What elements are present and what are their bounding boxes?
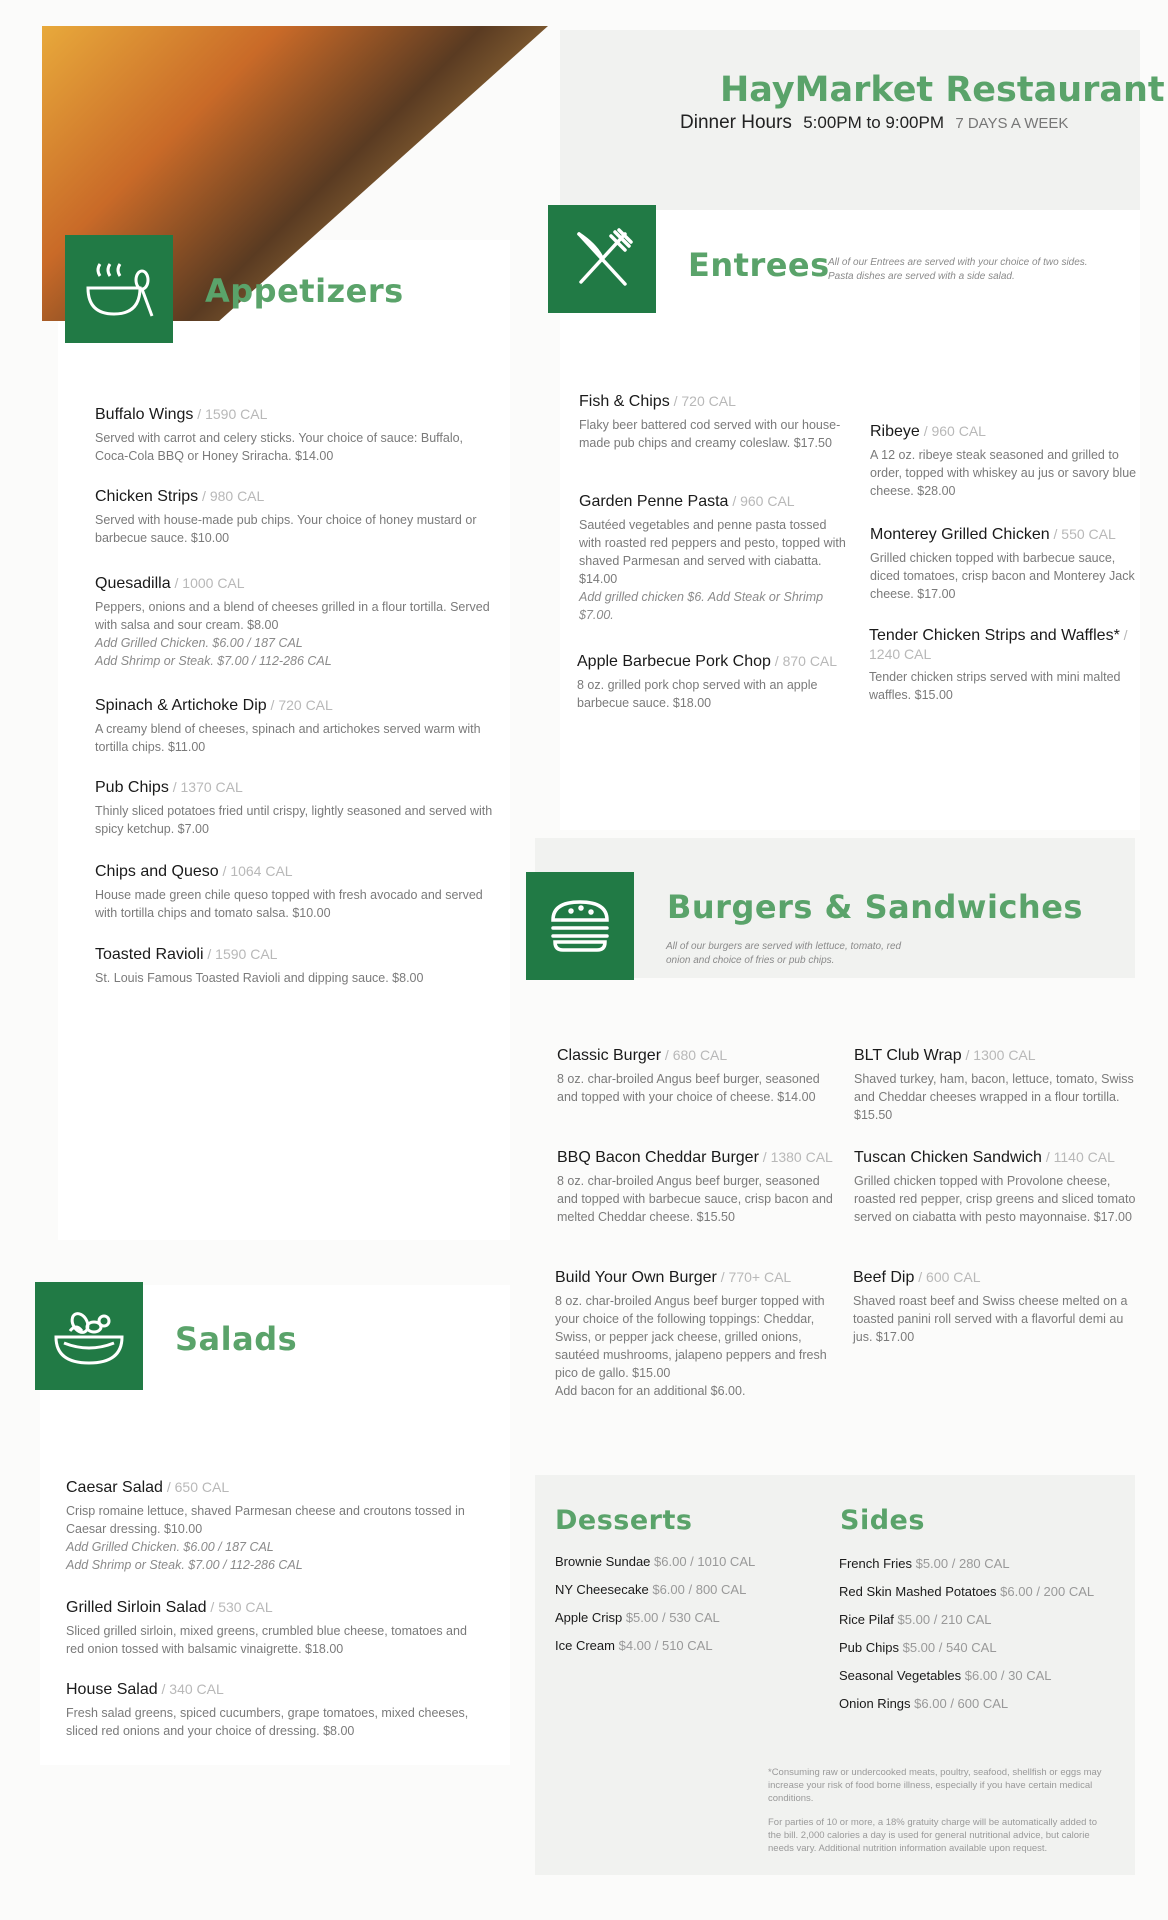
menu-item: Grilled Sirloin Salad / 530 CAL Sliced grilled sirloin, mixed greens, crumbled blue cheese, tomatoes and red onion tossed with balsamic vinaigrette. $18.00 [66, 1598, 476, 1658]
item-price: $5.00 / 540 CAL [902, 1640, 997, 1655]
burger-icon [547, 896, 613, 956]
item-cal: 1590 CAL [215, 946, 278, 962]
item-cal: 650 CAL [174, 1479, 230, 1495]
item-name: Pub Chips [95, 779, 169, 796]
menu-item: Tuscan Chicken Sandwich / 1140 CAL Grilled chicken topped with Provolone cheese, roasted red pepper, crisp greens and sliced tomato served on ciabatta with pesto mayonnaise. $17.00 [854, 1148, 1139, 1226]
item-name: Quesadilla [95, 575, 171, 592]
item-desc: Shaved roast beef and Swiss cheese melted on a toasted panini roll served with a flavorful demi au jus. $17.00 [853, 1294, 1128, 1344]
item-cal: 530 CAL [218, 1599, 273, 1615]
list-item [555, 1548, 805, 1576]
item-name: French Fries [839, 1556, 912, 1571]
item-desc: Grilled chicken topped with barbecue sauce, diced tomatoes, crisp bacon and Monterey Jack cheese. $17.00 [870, 551, 1135, 601]
menu-item: BLT Club Wrap / 1300 CAL Shaved turkey, ham, bacon, lettuce, tomato, Swiss and Cheddar cheeses wrapped in a flour tortilla. $15.50 [854, 1046, 1139, 1124]
item-name: Ice Cream [555, 1638, 615, 1653]
item-name: Monterey Grilled Chicken [870, 526, 1050, 543]
item-desc: St. Louis Famous Toasted Ravioli and dipping sauce. $8.00 [95, 971, 424, 985]
hours-days: 7 DAYS A WEEK [955, 115, 1069, 132]
item-price: $6.00 / 30 CAL [964, 1668, 1052, 1683]
list-item [839, 1690, 1129, 1718]
list-item [839, 1662, 1129, 1690]
salads-icon-box [35, 1282, 143, 1390]
item-addon: Add Shrimp or Steak. $7.00 / 112-286 CAL [66, 1558, 303, 1572]
item-price: $5.00 / 280 CAL [915, 1556, 1010, 1571]
item-price: $6.00 / 1010 CAL [654, 1554, 756, 1569]
item-name: Toasted Ravioli [95, 946, 204, 963]
item-desc: Peppers, onions and a blend of cheeses grilled in a flour tortilla. Served with salsa and sour cream. $8.00 [95, 600, 490, 632]
gratuity-notice: For parties of 10 or more, a 18% gratuity charge will be automatically added to the bill. 2,000 calories a day is used for general nutritional advice, but calorie needs vary. Additional nutrition information available upon request. [768, 1817, 1097, 1854]
item-cal: 340 CAL [169, 1681, 224, 1697]
item-name: Apple Barbecue Pork Chop [577, 653, 771, 670]
menu-item: Tender Chicken Strips and Waffles* / 1240 CAL Tender chicken strips served with mini malted waffles. $15.00 [869, 627, 1128, 702]
item-cal: 1300 CAL [973, 1047, 1036, 1063]
item-name: Ribeye [870, 423, 920, 440]
menu-item: Beef Dip / 600 CAL Shaved roast beef and Swiss cheese melted on a toasted panini roll served with a flavorful demi au jus. $17.00 [853, 1268, 1138, 1346]
item-desc: Thinly sliced potatoes fried until crispy, lightly seasoned and served with spicy ketchup. $7.00 [95, 804, 493, 836]
item-cal: 720 CAL [681, 393, 736, 409]
restaurant-name: HayMarket Restaurant [720, 70, 1165, 110]
item-cal: 600 CAL [926, 1269, 981, 1285]
item-name: Red Skin Mashed Potatoes [839, 1584, 997, 1599]
item-desc: Tender chicken strips served with mini malted waffles. $15.00 [869, 670, 1121, 702]
item-price: $6.00 / 600 CAL [914, 1696, 1009, 1711]
item-cal: 960 CAL [931, 423, 986, 439]
burgers-icon-box [526, 872, 634, 980]
sides-list [839, 1550, 1129, 1718]
item-name: Classic Burger [557, 1047, 662, 1064]
item-desc: Served with carrot and celery sticks. Your choice of sauce: Buffalo, Coca-Cola BBQ or Honey Sriracha. $14.00 [95, 431, 464, 463]
item-name: Fish & Chips [579, 393, 670, 410]
list-item [555, 1632, 805, 1660]
menu-item: Chips and Queso / 1064 CAL House made green chile queso topped with fresh avocado and served with tortilla chips and tomato salsa. $10.00 [95, 862, 495, 922]
item-price: $6.00 / 200 CAL [1000, 1584, 1095, 1599]
item-desc: Fresh salad greens, spiced cucumbers, grape tomatoes, mixed cheeses, sliced red onions and your choice of dressing. $8.00 [66, 1706, 469, 1738]
item-name: NY Cheesecake [555, 1582, 649, 1597]
menu-item: Toasted Ravioli / 1590 CAL St. Louis Famous Toasted Ravioli and dipping sauce. $8.00 [95, 945, 495, 987]
hours-label: Dinner Hours [680, 112, 792, 133]
item-cal: 1370 CAL [180, 779, 243, 795]
item-name: Garden Penne Pasta [579, 493, 729, 510]
item-name: Grilled Sirloin Salad [66, 1599, 207, 1616]
item-cal: 980 CAL [209, 488, 265, 504]
burgers-title: Burgers & Sandwiches [667, 888, 1083, 926]
list-item [839, 1578, 1129, 1606]
item-name: Tuscan Chicken Sandwich [854, 1149, 1042, 1166]
item-desc: 8 oz. grilled pork chop served with an apple barbecue sauce. $18.00 [577, 678, 818, 710]
item-price: $4.00 / 510 CAL [618, 1638, 713, 1653]
item-cal: 1590 CAL [205, 406, 268, 422]
item-name: Seasonal Vegetables [839, 1668, 962, 1683]
item-desc: Shaved turkey, ham, bacon, lettuce, tomato, Swiss and Cheddar cheeses wrapped in a flour tortilla. $15.50 [854, 1072, 1134, 1122]
item-name: Buffalo Wings [95, 406, 194, 423]
item-cal: 870 CAL [782, 653, 838, 669]
menu-item: Caesar Salad / 650 CAL Crisp romaine lettuce, shaved Parmesan cheese and croutons tossed in Caesar dressing. $10.00 Add Grilled Chicken. $6.00 / 187 CAL Add Shrimp or Steak. $7.00 / 112-286 CAL [66, 1478, 476, 1574]
menu-item: House Salad / 340 CAL Fresh salad greens, spiced cucumbers, grape tomatoes, mixed cheeses, sliced red onions and your choice of dressing. $8.00 [66, 1680, 476, 1740]
item-cal: 960 CAL [740, 493, 795, 509]
item-cal: 1064 CAL [230, 863, 293, 879]
item-desc: Flaky beer battered cod served with our house-made pub chips and creamy coleslaw. $17.50 [579, 418, 841, 450]
item-name: Pub Chips [839, 1640, 899, 1655]
item-name: Caesar Salad [66, 1479, 163, 1496]
item-cal: 770+ CAL [728, 1269, 792, 1285]
menu-item: Ribeye / 960 CAL A 12 oz. ribeye steak seasoned and grilled to order, topped with whiskey au jus or savory blue cheese. $28.00 [870, 422, 1140, 500]
item-desc: 8 oz. char-broiled Angus beef burger, seasoned and topped with barbecue sauce, crisp bacon and melted Cheddar cheese. $15.50 [557, 1174, 833, 1224]
burgers-note: All of our burgers are served with lettuce, tomato, red onion and choice of fries or pub chips. [666, 941, 902, 966]
menu-item: Classic Burger / 680 CAL 8 oz. char-broiled Angus beef burger, seasoned and topped with your choice of cheese. $14.00 [557, 1046, 827, 1106]
item-name: House Salad [66, 1681, 158, 1698]
item-desc: Crisp romaine lettuce, shaved Parmesan cheese and croutons tossed in Caesar dressing. $10.00 [66, 1504, 465, 1536]
hours-line [680, 112, 1068, 134]
item-name: BLT Club Wrap [854, 1047, 962, 1064]
menu-item: Monterey Grilled Chicken / 550 CAL Grilled chicken topped with barbecue sauce, diced tomatoes, crisp bacon and Monterey Jack cheese. $17.00 [870, 525, 1140, 603]
menu-item: Spinach & Artichoke Dip / 720 CAL A creamy blend of cheeses, spinach and artichokes served warm with tortilla chips. $11.00 [95, 696, 495, 756]
menu-item: Pub Chips / 1370 CAL Thinly sliced potatoes fried until crispy, lightly seasoned and served with spicy ketchup. $7.00 [95, 778, 495, 838]
hours-value: 5:00PM to 9:00PM [803, 113, 945, 132]
entrees-icon-box [548, 205, 656, 313]
salad-bowl-icon [50, 1303, 128, 1369]
item-cal: 550 CAL [1061, 526, 1116, 542]
item-price: $5.00 / 210 CAL [897, 1612, 992, 1627]
food-safety-notice: *Consuming raw or undercooked meats, poultry, seafood, shellfish or eggs may increase your risk of food borne illness, especially if you have certain medical conditions. [768, 1767, 1102, 1804]
item-cal: 720 CAL [278, 697, 333, 713]
item-cal: 1380 CAL [770, 1149, 833, 1165]
sides-title: Sides [840, 1505, 925, 1536]
item-name: Build Your Own Burger [555, 1269, 717, 1286]
desserts-list [555, 1548, 805, 1660]
entrees-title: Entrees [688, 246, 830, 284]
item-desc: A 12 oz. ribeye steak seasoned and grilled to order, topped with whiskey au jus or savory blue cheese. $28.00 [870, 448, 1137, 498]
menu-item: Quesadilla / 1000 CAL Peppers, onions and a blend of cheeses grilled in a flour tortilla. Served with salsa and sour cream. $8.00 Add Grilled Chicken. $6.00 / 187 CAL Add Shrimp or Steak. $7.00 / 112-286 CAL [95, 574, 495, 670]
list-item [839, 1606, 1129, 1634]
item-name: Beef Dip [853, 1269, 915, 1286]
appetizers-icon-box [65, 235, 173, 343]
item-price: $6.00 / 800 CAL [652, 1582, 747, 1597]
appetizers-title: Appetizers [205, 272, 404, 310]
item-addon: Add Shrimp or Steak. $7.00 / 112-286 CAL [95, 654, 332, 668]
desserts-title: Desserts [555, 1505, 693, 1536]
item-addon: Add bacon for an additional $6.00. [555, 1384, 746, 1398]
item-addon: Add grilled chicken $6. Add Steak or Shrimp $7.00. [579, 590, 824, 622]
item-cal: 1140 CAL [1053, 1149, 1115, 1165]
item-name: BBQ Bacon Cheddar Burger [557, 1149, 759, 1166]
item-cal: 1240 CAL [869, 646, 932, 662]
item-cal: 1000 CAL [182, 575, 245, 591]
item-addon: Add Grilled Chicken. $6.00 / 187 CAL [95, 636, 303, 650]
item-name: Apple Crisp [555, 1610, 623, 1625]
item-desc: 8 oz. char-broiled Angus beef burger topped with your choice of the following toppings: Cheddar, Swiss, or pepper jack cheese, grilled onions, sautéed mushrooms, jalapeno peppers and fresh pico de gallo. $15.00 [555, 1294, 827, 1380]
menu-item: Apple Barbecue Pork Chop / 870 CAL 8 oz. grilled pork chop served with an apple barbecue sauce. $18.00 [577, 652, 847, 712]
menu-item: Garden Penne Pasta / 960 CAL Sautéed vegetables and penne pasta tossed with roasted red peppers and pesto, topped with shaved Parmesan and served with ciabatta. $14.00 Add grilled chicken $6. Add Steak or Shrimp $7.00. [579, 492, 849, 624]
item-name: Tender Chicken Strips and Waffles* [869, 627, 1120, 644]
bowl-spoon-icon [80, 254, 158, 324]
item-name: Chicken Strips [95, 488, 199, 505]
item-desc: Grilled chicken topped with Provolone cheese, roasted red pepper, crisp greens and sliced tomato served on ciabatta with pesto mayonnaise. $17.00 [854, 1174, 1136, 1224]
item-cal: 680 CAL [672, 1047, 728, 1063]
item-desc: Sautéed vegetables and penne pasta tossed with roasted red peppers and pesto, topped with shaved Parmesan and served with ciabatta. $14.00 [579, 518, 846, 586]
item-name: Rice Pilaf [839, 1612, 894, 1627]
item-desc: Served with house-made pub chips. Your choice of honey mustard or barbecue sauce. $10.00 [95, 513, 477, 545]
menu-item: BBQ Bacon Cheddar Burger / 1380 CAL 8 oz. char-broiled Angus beef burger, seasoned and topped with barbecue sauce, crisp bacon and melted Cheddar cheese. $15.50 [557, 1148, 842, 1226]
salads-title: Salads [175, 1320, 298, 1358]
item-name: Brownie Sundae [555, 1554, 651, 1569]
item-desc: 8 oz. char-broiled Angus beef burger, seasoned and topped with your choice of cheese. $14.00 [557, 1072, 820, 1104]
entrees-note: All of our Entrees are served with your choice of two sides. Pasta dishes are served with a side salad. [828, 257, 1088, 282]
item-desc: House made green chile queso topped with fresh avocado and served with tortilla chips and tomato salsa. $10.00 [95, 888, 483, 920]
item-price: $5.00 / 530 CAL [625, 1610, 720, 1625]
list-item [555, 1576, 805, 1604]
menu-item: Build Your Own Burger / 770+ CAL 8 oz. char-broiled Angus beef burger topped with your choice of the following toppings: Cheddar, Swiss, or pepper jack cheese, grilled onions, sautéed mushrooms, jalapeno peppers and fresh pico de gallo. $15.00 Add bacon for an additional $6.00. [555, 1268, 830, 1400]
fork-knife-icon [567, 224, 637, 294]
item-desc: Sliced grilled sirloin, mixed greens, crumbled blue cheese, tomatoes and red onion tossed with balsamic vinaigrette. $18.00 [66, 1624, 467, 1656]
item-addon: Add Grilled Chicken. $6.00 / 187 CAL [66, 1540, 274, 1554]
menu-item: Chicken Strips / 980 CAL Served with house-made pub chips. Your choice of honey mustard or barbecue sauce. $10.00 [95, 487, 495, 547]
item-desc: A creamy blend of cheeses, spinach and artichokes served warm with tortilla chips. $11.00 [95, 722, 481, 754]
item-name: Onion Rings [839, 1696, 911, 1711]
list-item [839, 1550, 1129, 1578]
item-name: Spinach & Artichoke Dip [95, 697, 267, 714]
list-item [839, 1634, 1129, 1662]
menu-item: Fish & Chips / 720 CAL Flaky beer battered cod served with our house-made pub chips and creamy coleslaw. $17.50 [579, 392, 849, 452]
item-name: Chips and Queso [95, 863, 219, 880]
menu-item: Buffalo Wings / 1590 CAL Served with carrot and celery sticks. Your choice of sauce: Buffalo, Coca-Cola BBQ or Honey Sriracha. $14.00 [95, 405, 495, 465]
list-item [555, 1604, 805, 1632]
